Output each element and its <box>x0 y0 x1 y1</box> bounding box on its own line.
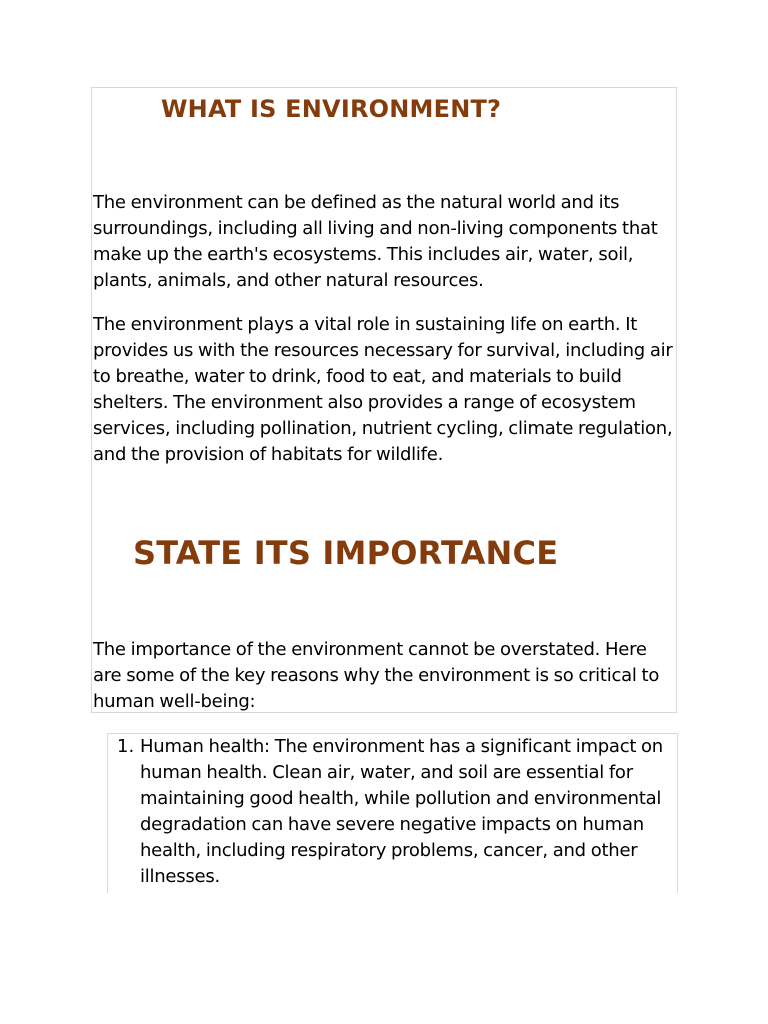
heading-what-is-environment: WHAT IS ENVIRONMENT? <box>161 95 502 123</box>
heading-state-its-importance: STATE ITS IMPORTANCE <box>133 534 559 572</box>
list-item-number: 1. <box>117 736 135 757</box>
paragraph-definition: The environment can be defined as the natural world and its surroundings, including all living and non-living components that make up the earth's ecosystems. This includes air, water, soil, plants, animals, and other natural resources. <box>93 192 658 291</box>
paragraph-role: The environment plays a vital role in sustaining life on earth. It provides us with the resources necessary for survival, including air to breathe, water to drink, food to eat, and materials to build shelters. The environment also provides a range of ecosystem services, including pollination, nutrient cycling, climate regulation, and the provision of habitats for wildlife. <box>93 314 673 465</box>
paragraph-importance-intro: The importance of the environment cannot be overstated. Here are some of the key reasons why the environment is so critical to human well-being: <box>93 639 660 712</box>
list-item-text: Human health: The environment has a significant impact on human health. Clean air, water, and soil are essential for maintaining good health, while pollution and environmental degradation can have severe negative impacts on human health, including respiratory problems, cancer, and other illnesses. <box>140 736 663 887</box>
